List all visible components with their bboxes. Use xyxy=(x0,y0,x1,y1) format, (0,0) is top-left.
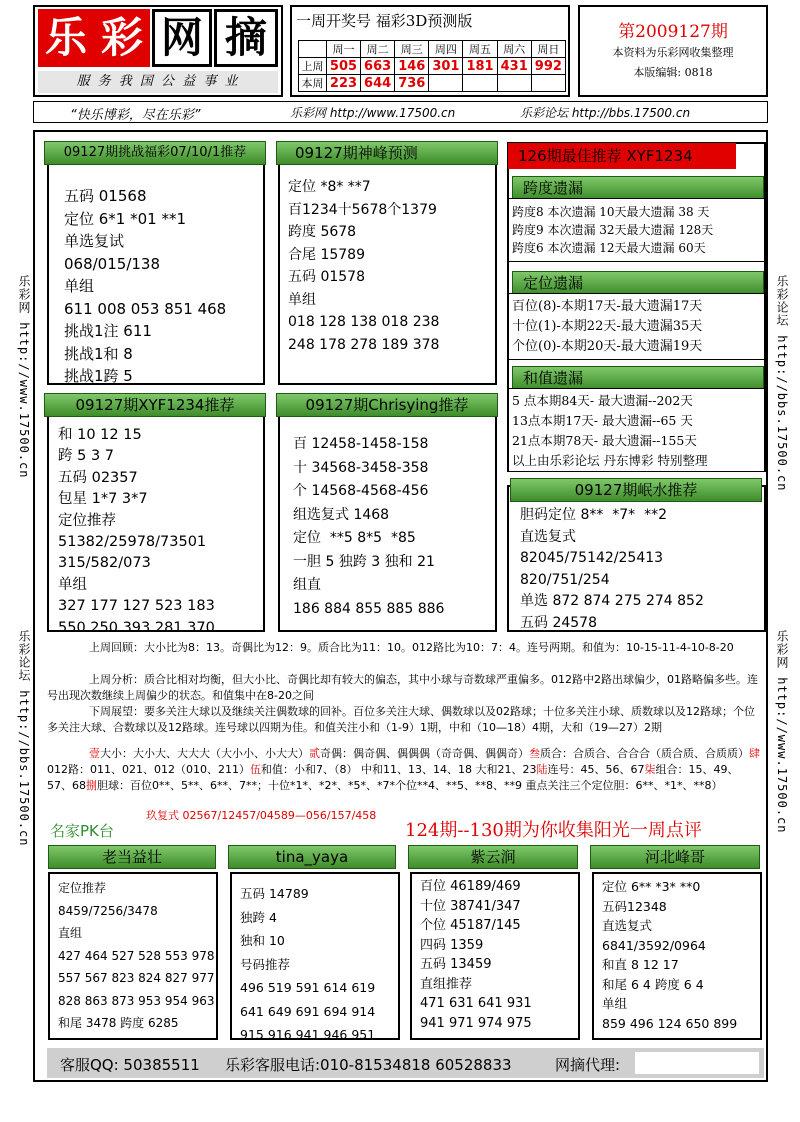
review-analysis xyxy=(47,672,762,704)
editor-note: 本版编辑: 0818 xyxy=(633,66,713,79)
kuadu-title: 跨度遗漏 xyxy=(512,176,764,200)
box-challenge-title: 09127期挑战福彩07/10/1推荐 xyxy=(44,141,266,165)
footer-qq: 客服QQ: 50385511 xyxy=(60,1056,200,1074)
this-week-4 xyxy=(429,75,463,92)
logo-char-1: 乐 xyxy=(38,9,94,67)
pk-col-1-title: 老当益壮 xyxy=(48,845,216,869)
this-week-2: 644 xyxy=(361,75,395,92)
pick-3-label: 叁 xyxy=(529,747,540,760)
last-week-5: 181 xyxy=(463,58,497,75)
dingwei-title: 定位遗漏 xyxy=(512,271,764,295)
hezhi-title: 和值遗漏 xyxy=(512,366,764,390)
pick-4-label: 肆 xyxy=(749,747,760,760)
day-5: 周五 xyxy=(463,41,497,58)
review-picks: 壹大小：大小大、大大大（大小小、小大大）贰奇偶：偶奇偶、偶偶偶（奇奇偶、偶偶奇）叁质合：合质合、合合合（质合质、合质质）肆012路：011、021、012（010、211）伍和值：小和7、（8） 中和11、13、14、18 大和21、23陆连号：45、56、67柒组合：15、49、57、68捌胆球：百位0**、5**、6**、7**；十位*1*、*2*、*5*、*7*个位**4、**5、**8、**9 重点关注三个定位胆：6**、*1*、**8） xyxy=(47,747,760,792)
pk-col-3-content: 百位 46189/469 十位 38741/347 个位 45187/145 四码 1359 五码 13459 直组推荐 471 631 641 931 941 971 974 975 xyxy=(410,872,580,1040)
day-3: 周三 xyxy=(395,41,429,58)
day-6: 周六 xyxy=(497,41,531,58)
draw-title: 一周开奖号 福彩3D预测版 xyxy=(296,12,473,30)
day-2: 周二 xyxy=(361,41,395,58)
box-shenfeng-title: 09127期神峰预测 xyxy=(276,141,498,165)
pick-6-label: 陆 xyxy=(536,763,548,776)
box-minshui-title: 09127期岷水推荐 xyxy=(510,478,762,502)
issue-number: 第2009127期 xyxy=(618,22,728,42)
day-1: 周一 xyxy=(326,41,360,58)
compiled-note: 本资料为乐彩网收集整理 xyxy=(612,46,734,59)
review-outlook xyxy=(47,704,762,736)
dingwei-content: 百位(8)-本期17天-最大遗漏17天 十位(1)-本期22天-最大遗漏35天 个位(0)-本期20天-最大遗漏19天 xyxy=(512,299,703,354)
day-4: 周四 xyxy=(429,41,463,58)
last-week-4: 301 xyxy=(429,58,463,75)
side-left-1: 乐彩网 http://www.17500.cn xyxy=(17,275,31,479)
pick-7-label: 柒 xyxy=(644,763,656,776)
review-last-week xyxy=(47,640,762,656)
this-week-7 xyxy=(531,75,565,92)
review-last-week-text: 上周回顾：大小比为8：13。奇偶比为12：9。质合比为11：10。012路比为10：7：4。连号两期。和值为：10-15-11-4-10-8-20 xyxy=(89,641,734,654)
hezhi-content: 5 点本期84天- 最大遗漏--202天 13点本期17天- 最大遗漏--65 天 21点本期78天- 最大遗漏--155天 以上由乐彩论坛 丹东博彩 特别整理 xyxy=(512,393,708,468)
box-xyf-title: 09127期XYF1234推荐 xyxy=(44,393,266,417)
last-week-7: 992 xyxy=(531,58,565,75)
box-xyf-content: 和 10 12 15 跨 5 3 7 五码 02357 包星 1*7 3*7 定位推荐 51382/25978/73501 315/582/073 单组 327 177 127 523 183 550 250 393 281 370 xyxy=(58,427,215,636)
pk-col-1-content: 定位推荐 8459/7256/3478 直组 427 464 527 528 553 978 557 567 823 824 827 977 828 863 873 953 954 963 和尾 3478 跨度 6285 xyxy=(48,872,218,1040)
logo-char-3: 网 xyxy=(152,9,212,67)
side-right-2: 乐彩网 http://www.17500.cn xyxy=(775,630,789,834)
pk-label: 名家PK台 xyxy=(50,822,114,840)
side-right-1: 乐彩论坛 http://bbs.17500.cn xyxy=(775,275,789,492)
this-week-5 xyxy=(463,75,497,92)
pick-8-label: 捌 xyxy=(86,779,97,792)
logo-slogan: 服 务 我 国 公 益 事 业 xyxy=(38,71,278,93)
pick-2-label: 贰 xyxy=(309,747,320,760)
last-week-3: 146 xyxy=(395,58,429,75)
last-week-1: 505 xyxy=(326,58,360,75)
last-week-2: 663 xyxy=(361,58,395,75)
logo-char-2: 彩 xyxy=(94,9,150,67)
day-7: 周日 xyxy=(531,41,565,58)
footer-agent: 网摘代理: xyxy=(555,1056,621,1074)
last-week-label: 上周 xyxy=(299,58,327,75)
footer-agent-field[interactable] xyxy=(635,1052,759,1074)
pick-1-label: 壹 xyxy=(89,747,100,760)
this-week-3: 736 xyxy=(395,75,429,92)
logo-char-4: 摘 xyxy=(214,9,278,67)
draw-table xyxy=(298,40,566,92)
motto-quote: “快乐博彩，尽在乐彩” xyxy=(70,108,201,123)
this-week-1: 223 xyxy=(326,75,360,92)
pk-col-2-title: tina_yaya xyxy=(228,845,396,869)
box-chrisying-title: 09127期Chrisying推荐 xyxy=(276,393,498,417)
review-combo: 玖复式 02567/12457/04589—056/157/458 xyxy=(146,809,377,822)
pk-col-3-title: 紫云涧 xyxy=(408,845,578,869)
side-left-2: 乐彩论坛 http://bbs.17500.cn xyxy=(17,630,31,847)
last-week-6: 431 xyxy=(497,58,531,75)
box-best-title: 126期最佳推荐 XYF1234 xyxy=(508,143,736,169)
box-chrisying-content: 百 12458-1458-158 十 34568-3458-358 个 14568-4568-456 组选复式 1468 定位 **5 8*5 *85 一胆 5 独跨 3 独和 21 组直 186 884 855 885 886 xyxy=(293,436,445,617)
pk-promo: 124期--130期为你收集阳光一周点评 xyxy=(405,820,702,841)
pk-col-4-title: 河北峰哥 xyxy=(590,845,760,869)
site-link-main[interactable]: 乐彩网 http://www.17500.cn xyxy=(290,106,456,120)
this-week-label: 本周 xyxy=(299,75,327,92)
pick-5-label: 伍 xyxy=(249,763,261,776)
review-analysis-text: 上周分析：质合比相对均衡，但大小比、奇偶比却有较大的偏态，其中小球与奇数球严重偏多。012路中2路出球偏少，01路略偏多些。连号出现次数继续上周偏少的状态。和值集中在8-20之间 xyxy=(47,673,758,702)
footer-tel: 乐彩客服电话:010-81534818 60528833 xyxy=(225,1056,512,1074)
kuadu-content: 跨度8 本次遗漏 10天最大遗漏 38 天 跨度9 本次遗漏 32天最大遗漏 128天 跨度6 本次遗漏 12天最大遗漏 60天 xyxy=(512,205,714,255)
pk-col-2-content: 五码 14789 独跨 4 独和 10 号码推荐 496 519 591 614 619 641 649 691 694 914 915 916 941 946 951 xyxy=(230,872,400,1040)
review-outlook-text: 下周展望：要多关注大球以及继续关注偶数球的回补。百位多关注大球、偶数球以及02路球；十位多关注小球、质数球以及12路球；个位多关注大球、合数球以及12路球。连号球以四期为佳。和值关注小和（1-9）1期，中和（10—18）4期，大和（19—27）2期 xyxy=(47,705,755,734)
pk-col-4-content: 定位 6** *3* **0 五码12348 直选复式 6841/3592/0964 和直 8 12 17 和尾 6 4 跨度 6 4 单组 859 496 124 650 899 xyxy=(592,872,762,1040)
site-link-forum[interactable]: 乐彩论坛 http://bbs.17500.cn xyxy=(520,106,691,120)
this-week-6 xyxy=(497,75,531,92)
box-challenge-content: 五码 01568 定位 6*1 *01 **1 单选复试 068/015/138 单组 611 008 053 851 468 挑战1注 611 挑战1和 8 挑战1跨 5 xyxy=(64,187,227,385)
box-minshui-content: 胆码定位 8** *7* **2 直选复式 82045/75142/25413 820/751/254 单选 872 874 275 274 852 五码 24578 xyxy=(520,507,704,631)
box-shenfeng-content: 定位 *8* **7 百1234十5678个1379 跨度 5678 合尾 15789 五码 01578 单组 018 128 138 018 238 248 178 278 189 378 xyxy=(288,179,440,353)
